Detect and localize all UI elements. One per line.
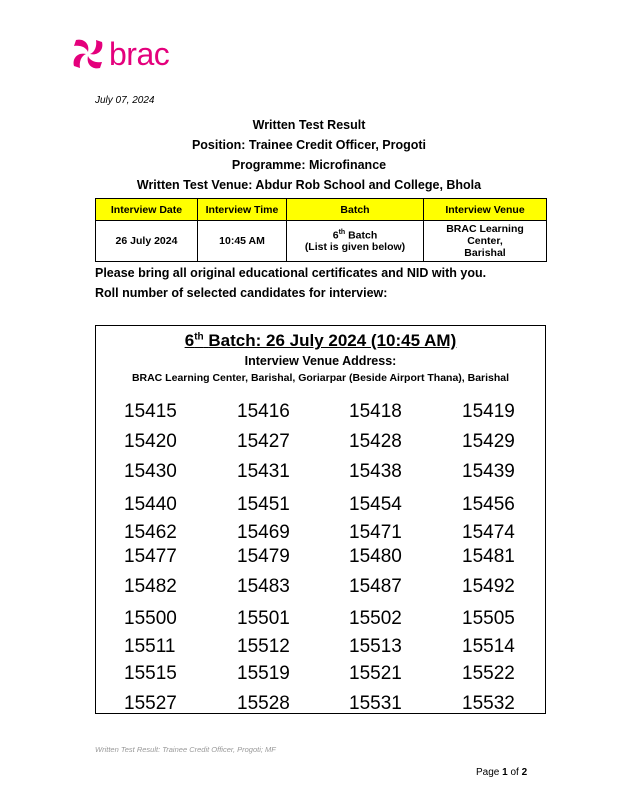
cell-batch: [287, 221, 424, 262]
roll-number: 15502: [349, 608, 402, 629]
roll-number: 15471: [349, 522, 402, 543]
roll-number: 15451: [237, 494, 290, 515]
batch-roll-box: [95, 325, 546, 714]
roll-number: 15501: [237, 608, 290, 629]
venue-address: BRAC Learning Center, Barishal, Goriarpar (Beside Airport Thana), Barishal: [131, 372, 510, 384]
batch-title: [96, 331, 545, 351]
roll-number: 15482: [124, 576, 177, 597]
venue-line-2: Barishal: [464, 247, 506, 260]
roll-number: 15456: [462, 494, 515, 515]
roll-number: 15477: [124, 546, 177, 567]
roll-number: 15513: [349, 636, 402, 657]
page-total: 2: [521, 767, 528, 778]
roll-number: 15428: [349, 431, 402, 452]
batch-number: 6: [332, 229, 339, 242]
roll-number: 15419: [462, 401, 515, 422]
instruction-note: Please bring all original educational certificates and NID with you.: [95, 266, 487, 280]
batch-ordinal: th: [338, 228, 346, 236]
batch-note: (List is given below): [304, 241, 406, 254]
page-label: Page: [476, 767, 500, 778]
page-of: of: [510, 767, 519, 778]
roll-number: 15429: [462, 431, 515, 452]
roll-number: 15522: [462, 663, 515, 684]
venue-line-1: BRAC Learning Center,: [446, 223, 524, 248]
footer-document-note: Written Test Result: Trainee Credit Officer, Progoti; MF: [95, 745, 276, 754]
cell-interview-date: 26 July 2024: [96, 221, 198, 262]
roll-number: 15481: [462, 546, 515, 567]
roll-number: 15430: [124, 461, 177, 482]
roll-number: 15521: [349, 663, 402, 684]
header-interview-time: Interview Time: [198, 199, 287, 221]
roll-number: 15462: [124, 522, 177, 543]
roll-number: 15492: [462, 576, 515, 597]
roll-number: 15469: [237, 522, 290, 543]
roll-number: 15440: [124, 494, 177, 515]
roll-number: 15515: [124, 663, 177, 684]
roll-number: 15483: [237, 576, 290, 597]
brac-logo-icon: [70, 36, 106, 72]
roll-number: 15415: [124, 401, 177, 422]
roll-list-intro: Roll number of selected candidates for interview:: [95, 286, 388, 300]
roll-number: 15479: [237, 546, 290, 567]
roll-number: 15427: [237, 431, 290, 452]
interview-schedule-table: [95, 198, 547, 262]
header-interview-date: Interview Date: [96, 199, 198, 221]
roll-number: 15438: [349, 461, 402, 482]
header-interview-venue: Interview Venue: [424, 199, 547, 221]
roll-number: 15416: [237, 401, 290, 422]
page-current: 1: [502, 767, 508, 778]
roll-number: 15500: [124, 608, 177, 629]
cell-interview-time: 10:45 AM: [198, 221, 287, 262]
roll-number: 15487: [349, 576, 402, 597]
document-title: Written Test Result: [252, 118, 366, 132]
roll-number: 15519: [237, 663, 290, 684]
written-test-venue-line: Written Test Venue: Abdur Rob School and College, Bhola: [136, 178, 482, 192]
roll-number: 15418: [349, 401, 402, 422]
roll-number: 15532: [462, 693, 515, 714]
brac-logo-text: brac: [109, 36, 170, 72]
roll-number: 15514: [462, 636, 515, 657]
batch-title-rest: Batch: 26 July 2024 (10:45 AM): [208, 331, 457, 350]
header-batch: Batch: [287, 199, 424, 221]
roll-number: 15511: [124, 636, 176, 657]
roll-number: 15420: [124, 431, 177, 452]
schedule-row: [96, 221, 547, 262]
batch-word: Batch: [348, 229, 378, 242]
roll-number: 15505: [462, 608, 515, 629]
roll-number: 15512: [237, 636, 290, 657]
roll-number: 15431: [237, 461, 290, 482]
document-date: July 07, 2024: [95, 95, 155, 106]
roll-number: 15454: [349, 494, 402, 515]
page-number: [476, 767, 527, 778]
batch-title-ordinal: th: [194, 331, 204, 343]
brac-logo: [70, 34, 169, 74]
roll-number: 15531: [349, 693, 402, 714]
batch-title-number: 6: [184, 331, 195, 350]
cell-interview-venue: [424, 221, 547, 262]
programme-line: Programme: Microfinance: [231, 158, 387, 172]
position-line: Position: Trainee Credit Officer, Progoti: [191, 138, 427, 152]
roll-number: 15474: [462, 522, 515, 543]
roll-number: 15439: [462, 461, 515, 482]
schedule-header-row: [96, 199, 547, 221]
venue-address-label: Interview Venue Address:: [244, 354, 397, 368]
roll-number: 15480: [349, 546, 402, 567]
roll-number: 15527: [124, 693, 177, 714]
roll-number: 15528: [237, 693, 290, 714]
